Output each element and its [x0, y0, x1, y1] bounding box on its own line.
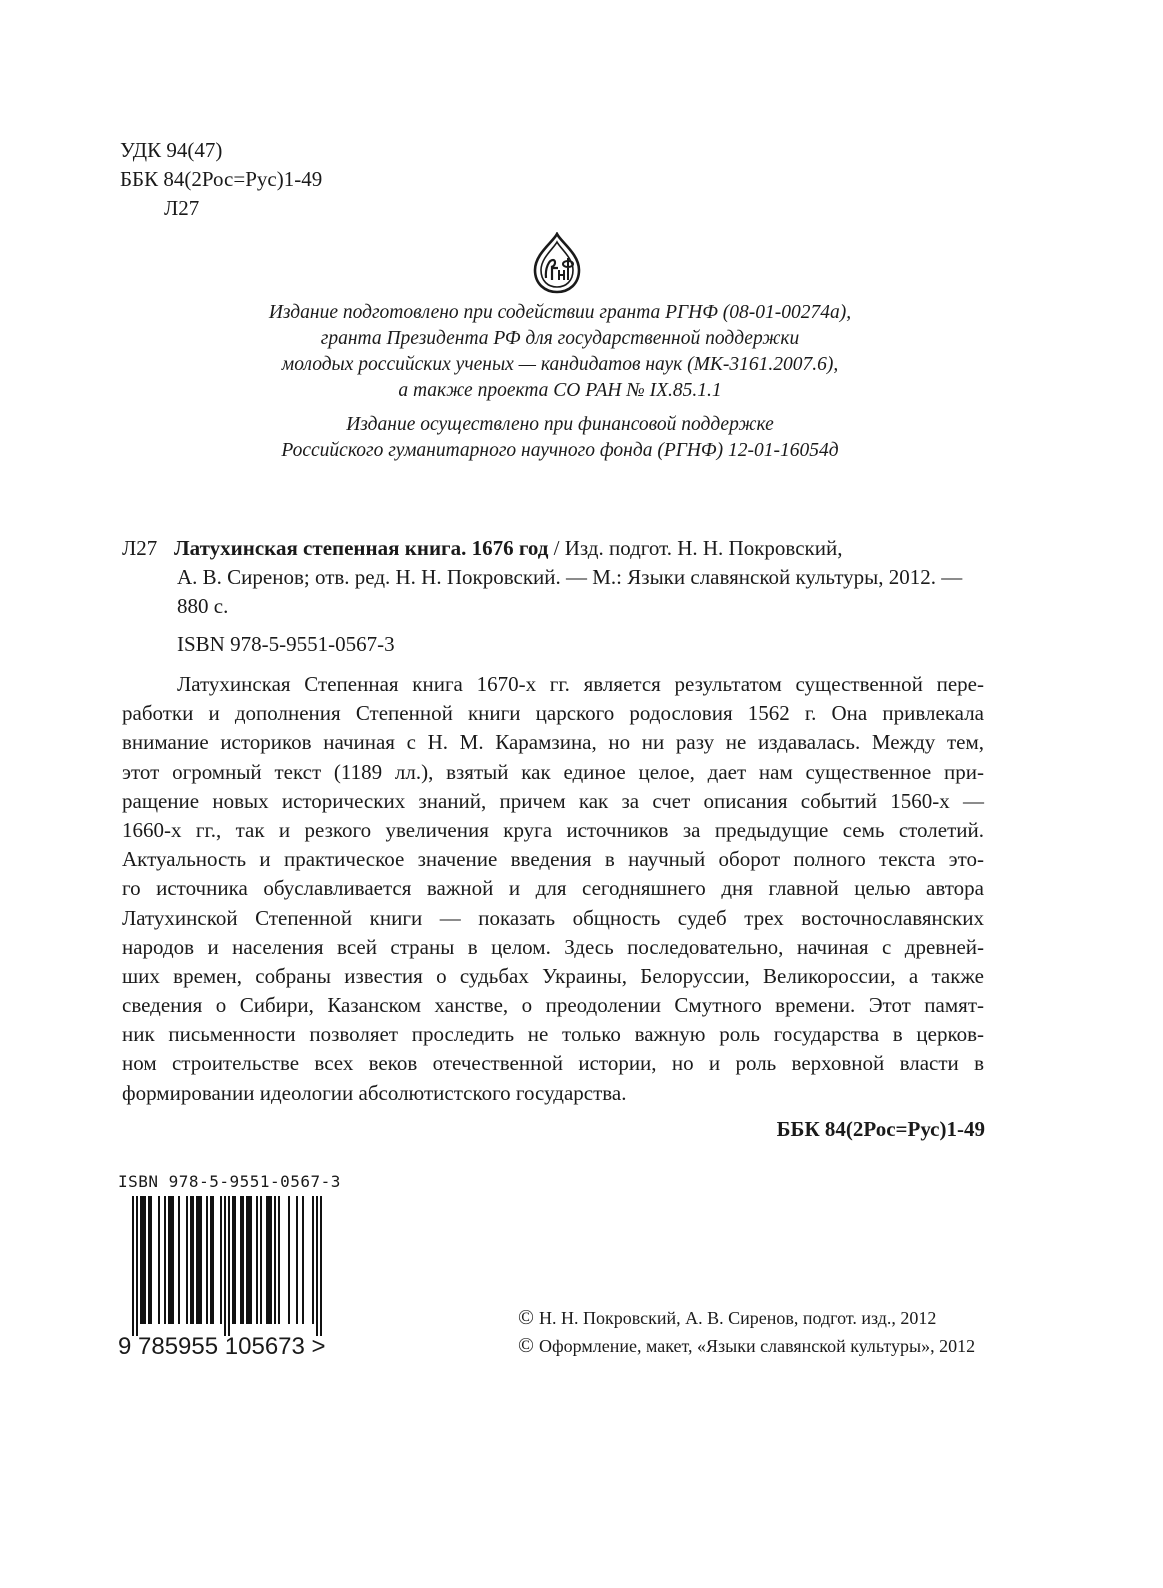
barcode-bar — [246, 1196, 248, 1324]
barcode-bar — [196, 1196, 198, 1324]
barcode-bar — [256, 1196, 258, 1324]
abstract-line: ник письменности позволяет проследить не только важную роль государства в церков- — [122, 1022, 984, 1047]
barcode-bar — [140, 1196, 142, 1324]
barcode-bar — [198, 1196, 200, 1324]
rgnf-logo-icon — [531, 232, 583, 299]
barcode-bar — [170, 1196, 172, 1324]
rgnf-logo-graphic — [531, 232, 583, 294]
barcode-isbn-label: ISBN 978-5-9551-0567-3 — [118, 1172, 341, 1191]
abstract-line: работки и дополнения Степенной книги царского родословия 1562 г. Она привлекала — [122, 701, 984, 726]
barcode-bar — [232, 1196, 234, 1324]
abstract-line: ном строительстве всех веков отечественной истории, но и роль верховной власти в — [122, 1051, 984, 1076]
barcode-bar — [210, 1196, 212, 1324]
barcode-bar — [190, 1196, 192, 1324]
barcode-bar — [200, 1196, 202, 1324]
funding-line: Российского гуманитарного научного фонда (РГНФ) 12-01-16054д — [281, 440, 839, 461]
bibliographic-record — [122, 534, 982, 621]
copyright-line — [518, 1305, 936, 1330]
barcode-bar — [144, 1196, 146, 1324]
udk-code: УДК 94(47) — [120, 138, 223, 162]
funding-notice — [200, 412, 920, 464]
barcode-bar — [164, 1196, 166, 1324]
barcode-bar — [192, 1196, 194, 1324]
abstract-line: этот огромный текст (1189 лл.), взятый как единое целое, дает нам существенное при- — [122, 759, 984, 784]
barcode-bar — [302, 1196, 304, 1324]
barcode — [132, 1196, 332, 1341]
barcode-bar — [274, 1196, 276, 1324]
abstract-line: Латухинской Степенной книги — показать общность судеб трех восточнославянских — [122, 905, 984, 930]
barcode-bar — [316, 1196, 318, 1336]
barcode-bar — [206, 1196, 208, 1324]
abstract-line: 1660-х гг., так и резкого увеличения круга источников за предыдущие семь столетий. — [122, 817, 984, 842]
biblio-line-2: А. В. Сиренов; отв. ред. Н. Н. Покровский. — М.: Языки славянской культуры, 2012. — — [177, 565, 963, 589]
abstract-line: го источника обуславливается важной и для сегодняшнего дня главной целью автора — [122, 876, 984, 901]
grant-line: а также проекта СО РАН № IX.85.1.1 — [398, 380, 722, 401]
grant-notice — [200, 300, 920, 404]
barcode-bar — [148, 1196, 150, 1324]
barcode-bar — [172, 1196, 174, 1324]
copyright-text: Оформление, макет, «Языки славянской культуры», 2012 — [538, 1336, 976, 1356]
barcode-bar — [234, 1196, 236, 1324]
biblio-mark: Л27 — [122, 536, 158, 560]
barcode-bar — [268, 1196, 270, 1324]
grant-line: гранта Президента РФ для государственной поддержки — [320, 328, 800, 349]
barcode-bar — [220, 1196, 222, 1324]
barcode-bar — [136, 1196, 138, 1336]
copyright-icon: © — [518, 1333, 534, 1357]
classification-block — [120, 136, 322, 223]
barcode-bar — [142, 1196, 144, 1324]
biblio-line-1 — [122, 534, 982, 563]
barcode-bar — [250, 1196, 252, 1324]
biblio-line-3: 880 с. — [177, 594, 229, 618]
abstract-line: ших времен, собраны известия о судьбах Украины, Белоруссии, Великороссии, а также — [122, 963, 984, 988]
barcode-bar — [248, 1196, 250, 1324]
abstract-line: народов и населения всей страны в целом. Здесь последовательно, начиная с древней- — [122, 934, 984, 959]
barcode-bar — [242, 1196, 244, 1324]
bbk-bold-code: ББК 84(2Рос=Рус)1-49 — [776, 1117, 985, 1141]
barcode-bar — [312, 1196, 314, 1324]
abstract-line: Латухинская Степенная книга 1670-х гг. является результатом существенной пере- — [177, 672, 984, 696]
copyright-text: Н. Н. Покровский, А. В. Сиренов, подгот. изд., 2012 — [538, 1308, 937, 1328]
barcode-digits: 9 785955 105673 > — [118, 1333, 326, 1360]
barcode-bar — [260, 1196, 262, 1324]
isbn-text: ISBN 978-5-9551-0567-3 — [177, 632, 395, 656]
barcode-bar — [212, 1196, 214, 1324]
barcode-bar — [240, 1196, 242, 1324]
barcode-bar — [278, 1196, 280, 1324]
barcode-bar — [150, 1196, 152, 1324]
copyright-line — [518, 1333, 975, 1358]
barcode-bar — [270, 1196, 272, 1324]
barcode-bar — [320, 1196, 322, 1336]
abstract-line: сведения о Сибири, Казанском ханстве, о преодолении Смутного времени. Этот памят- — [122, 993, 984, 1018]
barcode-bar — [168, 1196, 170, 1324]
barcode-bar — [132, 1196, 134, 1336]
barcode-bar — [158, 1196, 160, 1324]
barcode-bar — [178, 1196, 180, 1324]
bbk-code: ББК 84(2Рос=Рус)1-49 — [120, 167, 323, 191]
barcode-bar — [266, 1196, 268, 1324]
grant-line: молодых российских ученых — кандидатов наук (МК-3161.2007.6), — [281, 354, 839, 375]
abstract-line: ращение новых исторических знаний, причем как за счет описания событий 1560-х — — [122, 788, 984, 813]
funding-line: Издание осуществлено при финансовой поддержке — [346, 414, 774, 435]
author-mark: Л27 — [164, 196, 200, 220]
grant-line: Издание подготовлено при содействии гранта РГНФ (08-01-00274а), — [268, 302, 852, 323]
abstract-line: внимание историков начиная с Н. М. Карамзина, но ни разу не издавалась. Между тем, — [122, 730, 984, 755]
barcode-bar — [288, 1196, 290, 1324]
barcode-bar — [224, 1196, 226, 1336]
barcode-bar — [186, 1196, 188, 1324]
abstract-line: Актуальность и практическое значение введения в научный оборот полного текста это- — [122, 847, 984, 872]
copyright-icon: © — [518, 1305, 534, 1329]
barcode-bars — [132, 1196, 332, 1336]
book-title: Латухинская степенная книга. 1676 год — [174, 536, 549, 560]
abstract — [122, 670, 984, 1108]
barcode-bar — [296, 1196, 298, 1324]
biblio-responsibility: / Изд. подгот. Н. Н. Покровский, — [548, 536, 843, 560]
abstract-line: формировании идеологии абсолютистского государства. — [122, 1080, 627, 1105]
barcode-bar — [228, 1196, 230, 1336]
